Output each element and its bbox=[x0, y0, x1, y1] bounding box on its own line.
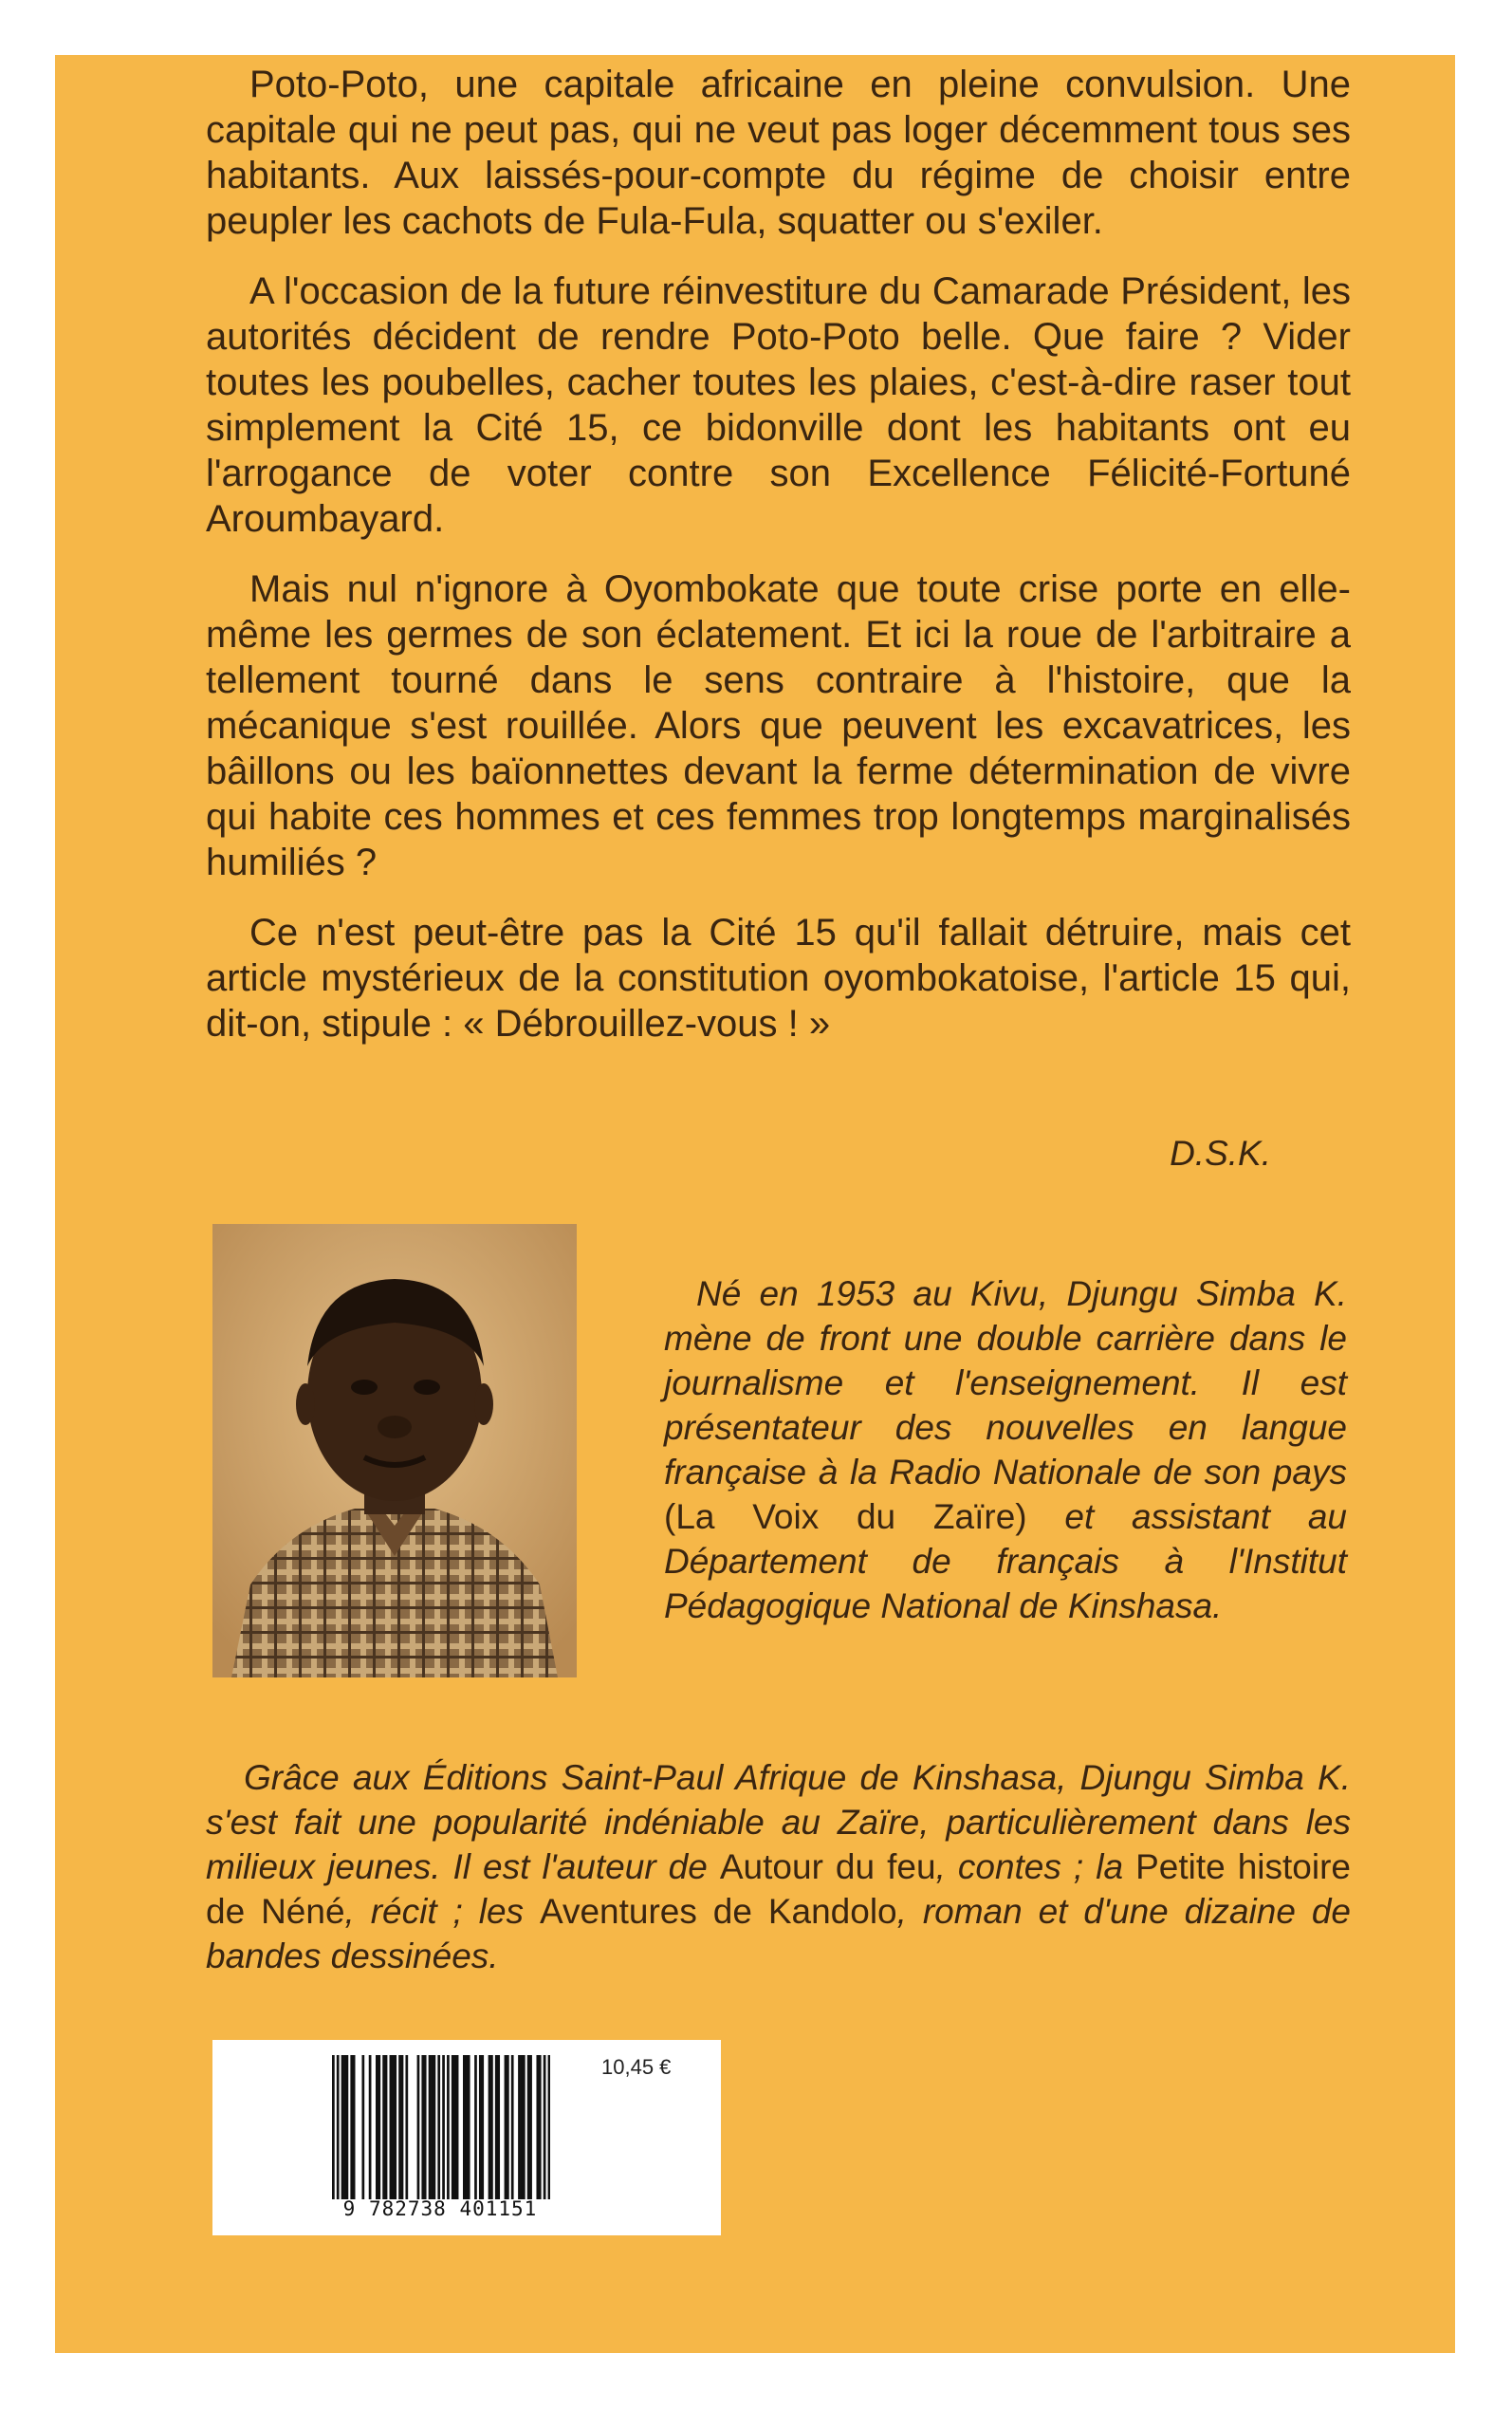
barcode-bar bbox=[405, 2055, 408, 2199]
summary-paragraph-1: Poto-Poto, une capitale africaine en pleine convulsion. Une capitale qui ne peut pas, qui ne veut pas loger décemment tous ses habitants. Aux laissés-pour-compte du régime de choisir entre peupler les cachots de Fula-Fula, squatter ou s'exiler. bbox=[206, 64, 1351, 242]
summary-paragraph-2: A l'occasion de la future réinvestiture du Camarade Président, les autorités décident de rendre Poto-Poto belle. Que faire ? Vider toutes les poubelles, cacher toutes les plaies, c'est-à-dire raser tout simplement la Cité 15, ce bidonville dont les habitants ont eu l'arrogance de voter contre son Excellence Félicité-Fortuné Aroumbayard. bbox=[206, 270, 1351, 540]
barcode-bar bbox=[346, 2055, 349, 2199]
barcode-bar bbox=[392, 2055, 395, 2199]
barcode-bar bbox=[479, 2055, 482, 2199]
isbn-number: 9 782738 401151 bbox=[342, 2197, 538, 2220]
author-bio-paragraph-1 bbox=[664, 1271, 1347, 1628]
barcode-bar bbox=[481, 2055, 484, 2199]
barcode-bar bbox=[452, 2055, 454, 2199]
barcode-bar bbox=[433, 2055, 436, 2199]
bio-2-text-d: , roman et d'une dizaine de bandes dessinées. bbox=[206, 1892, 1351, 1975]
barcode-bar bbox=[474, 2055, 477, 2199]
barcode-bar bbox=[421, 2055, 424, 2199]
barcode-bar bbox=[548, 2055, 550, 2199]
barcode-bars bbox=[332, 2055, 550, 2199]
bio-1-text-b: (La Voix du Zaïre) bbox=[664, 1497, 1027, 1536]
barcode-bar bbox=[369, 2055, 372, 2199]
barcode-bar bbox=[442, 2055, 445, 2199]
barcode-bar bbox=[495, 2055, 498, 2199]
bio-1-text-c: et assistant au Département de français à l'Institut Pédagogique National de Kinshasa. bbox=[664, 1497, 1347, 1625]
barcode-bar bbox=[350, 2055, 353, 2199]
barcode-bar bbox=[385, 2055, 388, 2199]
barcode-bar bbox=[337, 2055, 340, 2199]
barcode-bar bbox=[463, 2055, 466, 2199]
barcode-image bbox=[332, 2055, 550, 2199]
signature: D.S.K. bbox=[1170, 1134, 1271, 1173]
barcode-bar bbox=[539, 2055, 542, 2199]
author-bio-paragraph-2 bbox=[206, 1755, 1351, 1978]
barcode-bar bbox=[424, 2055, 427, 2199]
barcode-bar bbox=[527, 2055, 530, 2199]
bio-2-title-aventures: Aventures de Kandolo bbox=[539, 1892, 897, 1931]
barcode-bar bbox=[468, 2055, 470, 2199]
barcode-bar bbox=[505, 2055, 507, 2199]
barcode-bar bbox=[453, 2055, 456, 2199]
barcode-bar bbox=[390, 2055, 393, 2199]
summary-paragraph-3: Mais nul n'ignore à Oyombokate que toute crise porte en elle-même les germes de son éclatement. Et ici la roue de l'arbitraire a tellement tourné dans le sens contraire à l'histoire, que la mécanique s'est rouillée. Alors que peuvent les excavatrices, les bâillons ou les baïonnettes devant la ferme détermination de vivre qui habite ces hommes et ces femmes trop longtemps marginalisés humiliés ? bbox=[206, 568, 1351, 883]
barcode-bar bbox=[431, 2055, 433, 2199]
price-label: 10,45 € bbox=[601, 2055, 672, 2079]
barcode-bar bbox=[401, 2055, 404, 2199]
barcode-bar bbox=[544, 2055, 546, 2199]
barcode-bar bbox=[511, 2055, 514, 2199]
bio-2-text-a: Grâce aux Éditions Saint-Paul Afrique de Kinshasa, Djungu Simba K. s'est fait une popularité indéniable au Zaïre, particulièrement dans les milieux jeunes. Il est l'auteur de bbox=[206, 1758, 1351, 1886]
barcode-bar bbox=[437, 2055, 440, 2199]
summary-paragraph-4: Ce n'est peut-être pas la Cité 15 qu'il fallait détruire, mais cet article mystérieux de la constitution oyombokatoise, l'article 15 qui, dit-on, stipule : « Débrouillez-vous ! » bbox=[206, 912, 1351, 1045]
barcode-bar bbox=[529, 2055, 532, 2199]
barcode-bar bbox=[361, 2055, 364, 2199]
barcode-bar bbox=[332, 2055, 335, 2199]
barcode-bar bbox=[456, 2055, 459, 2199]
barcode-bar bbox=[429, 2055, 432, 2199]
author-portrait-image bbox=[212, 1224, 577, 1677]
barcode-bar bbox=[417, 2055, 420, 2199]
barcode-bar bbox=[523, 2055, 526, 2199]
barcode-bar bbox=[382, 2055, 385, 2199]
barcode-bar bbox=[447, 2055, 450, 2199]
barcode-panel bbox=[212, 2040, 721, 2235]
bio-2-title-autour-du-feu: Autour du feu bbox=[719, 1847, 936, 1886]
barcode-bar bbox=[536, 2055, 539, 2199]
barcode-bar bbox=[465, 2055, 468, 2199]
barcode-bar bbox=[490, 2055, 493, 2199]
bio-2-text-b: , contes ; la bbox=[935, 1847, 1136, 1886]
barcode-bar bbox=[341, 2055, 344, 2199]
barcode-bar bbox=[518, 2055, 521, 2199]
barcode-bar bbox=[353, 2055, 356, 2199]
barcode-bar bbox=[378, 2055, 380, 2199]
barcode-bar bbox=[521, 2055, 524, 2199]
barcode-bar bbox=[507, 2055, 509, 2199]
barcode-bar bbox=[489, 2055, 491, 2199]
bio-2-text-c: , récit ; les bbox=[344, 1892, 540, 1931]
summary-block bbox=[206, 62, 1351, 1071]
barcode-bar bbox=[376, 2055, 378, 2199]
barcode-bar bbox=[398, 2055, 401, 2199]
barcode-bar bbox=[497, 2055, 500, 2199]
author-photo bbox=[212, 1224, 577, 1677]
bio-1-text-a: Né en 1953 au Kivu, Djungu Simba K. mène de front une double carrière dans le journalisme et l'enseignement. Il est présentateur des nouvelles en langue française à la Radio Nationale de son pays bbox=[664, 1274, 1347, 1492]
barcode-bar bbox=[343, 2055, 346, 2199]
barcode-bar bbox=[394, 2055, 396, 2199]
bio-2-title-petite-histoire: Petite histoire de Néné bbox=[206, 1847, 1352, 1931]
